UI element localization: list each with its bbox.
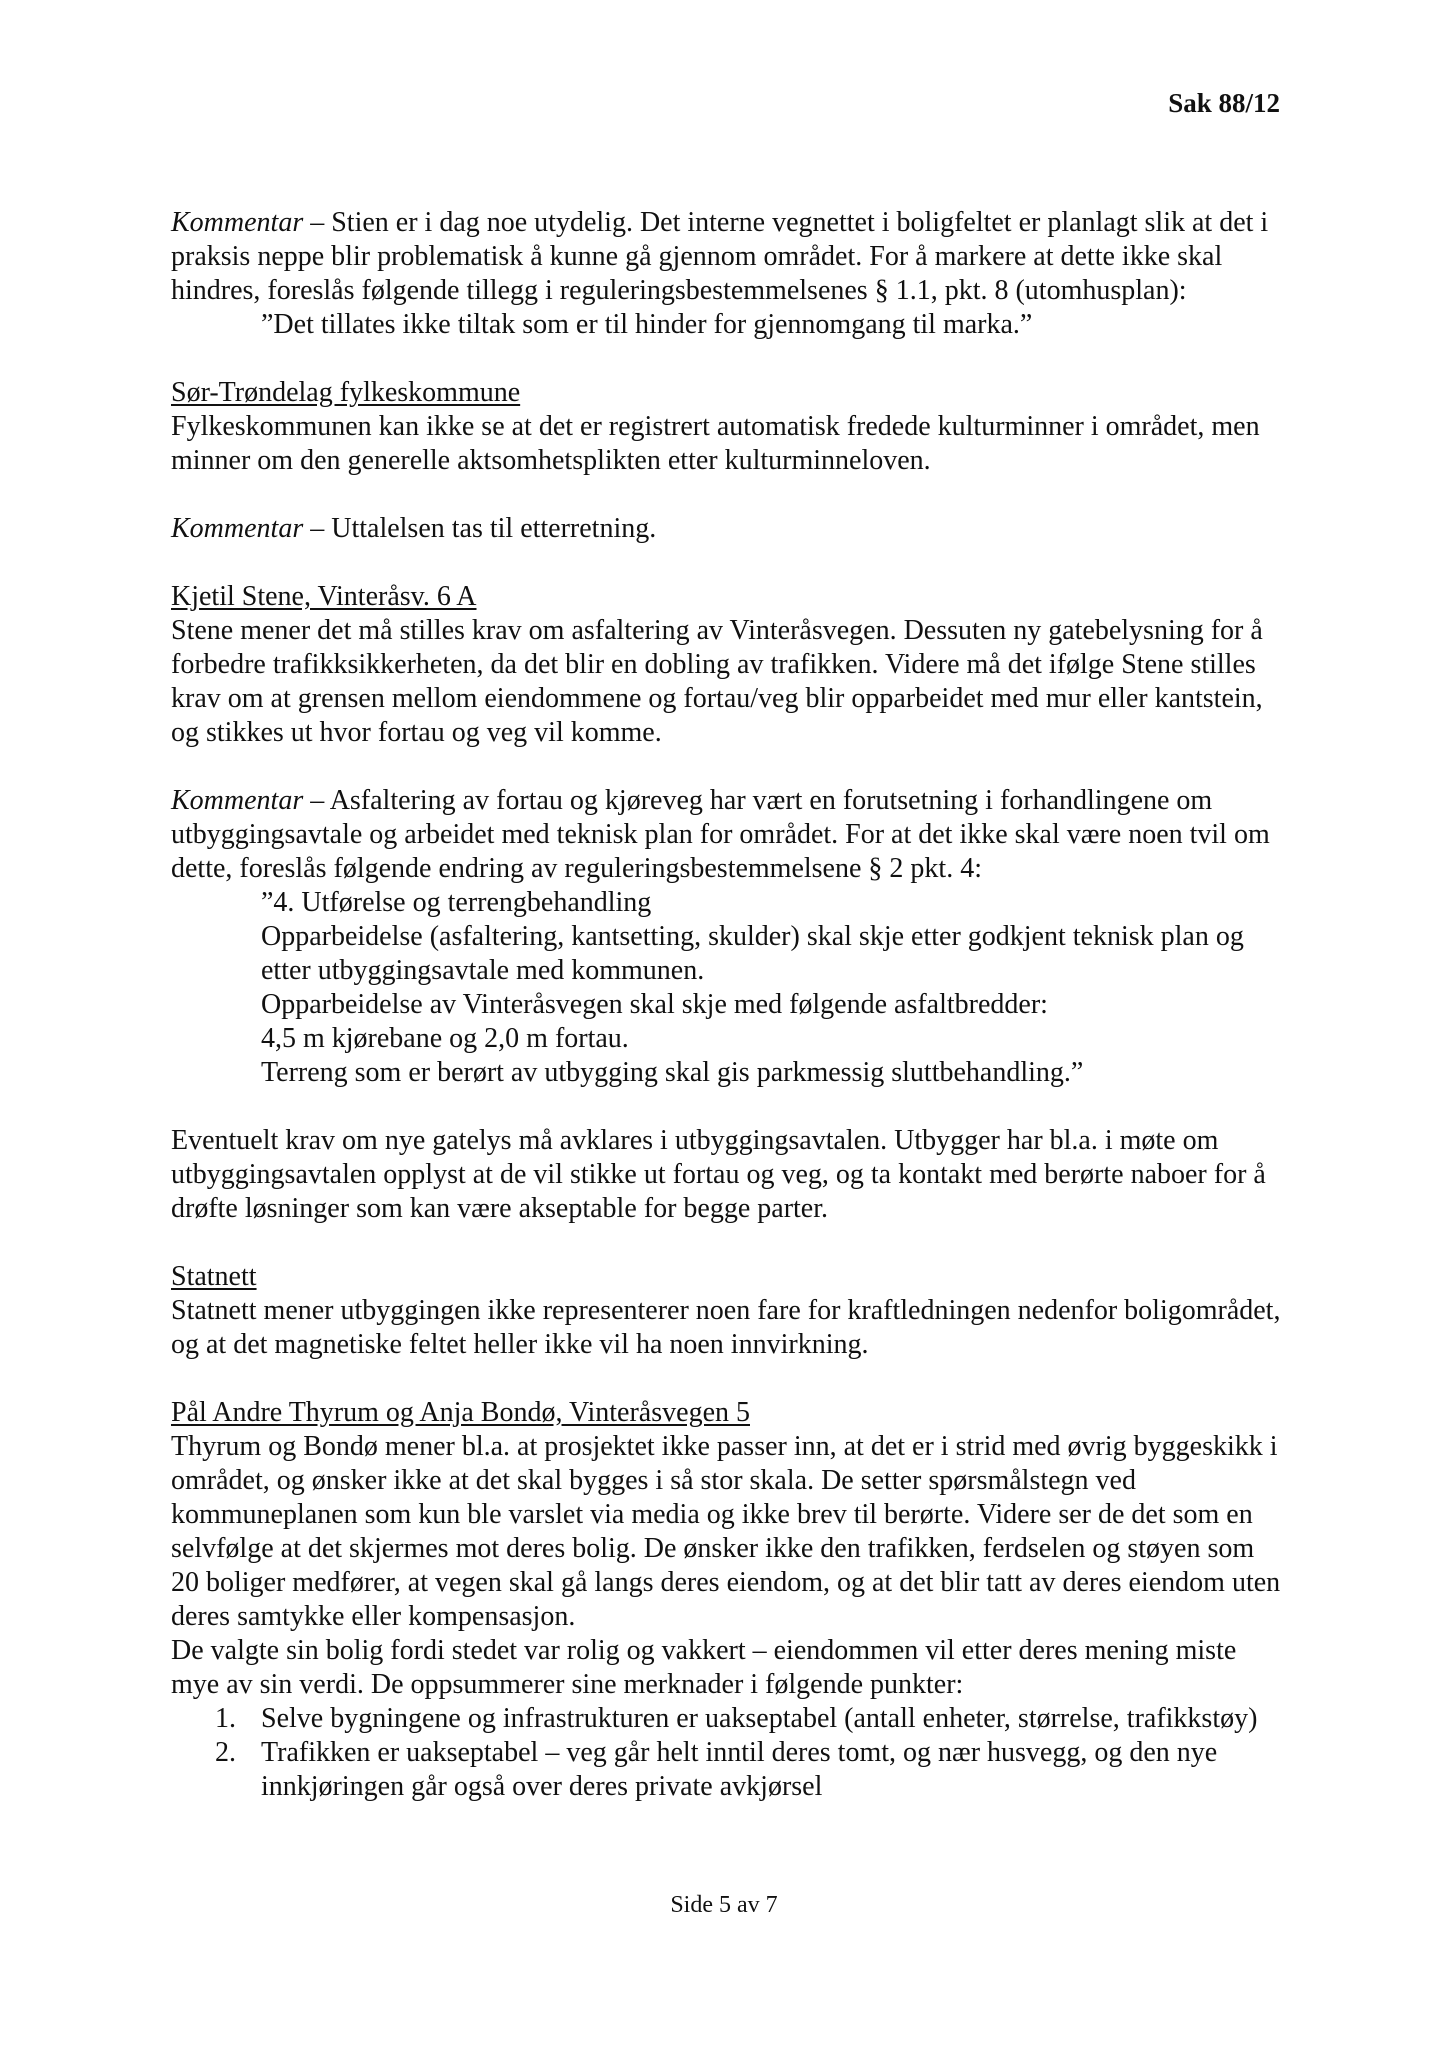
list-text: Trafikken er uakseptabel – veg går helt inntil deres tomt, og nær husvegg, og den nye innkjøringen går også over deres private avkjørsel (261, 1737, 1218, 1802)
paragraph: Statnett mener utbyggingen ikke representerer noen fare for kraftledningen nedenfor boligområdet, og at det magnetiske feltet heller ikke vil ha noen innvirkning. (171, 1295, 1281, 1360)
comment-text: – Asfaltering av fortau og kjøreveg har vært en forutsetning i forhandlingene om utbyggingsavtale og arbeidet med teknisk plan for området. For at det ikke skal være noen tvil om dette, foreslås følgende endring av reguleringsbestemmelsene § 2 pkt. 4: (171, 785, 1270, 884)
case-reference: Sak 88/12 (1168, 88, 1280, 118)
paragraph (171, 512, 1281, 546)
paragraph: De valgte sin bolig fordi stedet var rolig og vakkert – eiendommen vil etter deres mening miste mye av sin verdi. De oppsummerer sine merknader i følgende punkter: (171, 1635, 1237, 1700)
section-heading: Kjetil Stene, Vinteråsv. 6 A (171, 581, 477, 612)
comment-text: – Uttalelsen tas til etterretning. (303, 513, 657, 544)
comment-label: Kommentar (171, 207, 304, 238)
list-number: 2. (215, 1737, 236, 1768)
paragraph: Thyrum og Bondø mener bl.a. at prosjektet ikke passer inn, at det er i strid med øvrig byggeskikk i området, og ønsker ikke at det skal bygges i så stor skala. De setter spørsmålstegn ved kommuneplanen som kun ble varslet via media og ikke brev til berørte. Videre ser de det som en selvfølge at det skjermes mot deres bolig. De ønsker ikke den trafikken, ferdselen og støyen som 20 boliger medfører, at vegen skal gå langs deres eiendom, og at det blir tatt av deres eiendom uten deres samtykke eller kompensasjon. (171, 1431, 1281, 1632)
regulation-quote-line: 4,5 m kjørebane og 2,0 m fortau. (261, 1023, 629, 1054)
list-text: Selve bygningene og infrastrukturen er uakseptabel (antall enheter, størrelse, trafikkstøy) (261, 1703, 1258, 1734)
regulation-quote-line: Opparbeidelse av Vinteråsvegen skal skje med følgende asfaltbredder: (261, 989, 1048, 1020)
section-heading: Statnett (171, 1261, 257, 1292)
section-stene (171, 580, 1281, 750)
regulation-quote-line: Terreng som er berørt av utbygging skal gis parkmessig sluttbehandling.” (261, 1057, 1084, 1088)
comment-fylkeskommune (171, 512, 1281, 546)
list-item (171, 1702, 1281, 1736)
comment-label: Kommentar (171, 785, 304, 816)
regulation-quote-line: Opparbeidelse (asfaltering, kantsetting, skulder) skal skje etter godkjent teknisk plan og etter utbyggingsavtale med kommunen. (261, 921, 1244, 986)
section-fylkeskommune (171, 376, 1281, 478)
list-item (171, 1736, 1281, 1804)
comment-path (171, 206, 1281, 342)
paragraph: Eventuelt krav om nye gatelys må avklares i utbyggingsavtalen. Utbygger har bl.a. i møte om utbyggingsavtalen opplyst at de vil stikke ut fortau og veg, og ta kontakt med berørte naboer for å drøfte løsninger som kan være akseptable for begge parter. (171, 1125, 1266, 1224)
section-heading: Pål Andre Thyrum og Anja Bondø, Vinteråsvegen 5 (171, 1397, 750, 1428)
comment-stene (171, 784, 1281, 1090)
comment-text: – Stien er i dag noe utydelig. Det interne vegnettet i boligfeltet er planlagt slik at det i praksis neppe blir problematisk å kunne gå gjennom området. For å markere at dette ikke skal hindres, foreslås følgende tillegg i reguleringsbestemmelsenes § 1.1, pkt. 8 (utomhusplan): (171, 207, 1269, 306)
objection-list (171, 1702, 1281, 1804)
list-number: 1. (215, 1703, 236, 1734)
paragraph: Fylkeskommunen kan ikke se at det er registrert automatisk fredede kulturminner i området, men minner om den generelle aktsomhetsplikten etter kulturminneloven. (171, 411, 1260, 476)
document-body (171, 206, 1281, 1838)
page-number: Side 5 av 7 (670, 1892, 778, 1918)
proposed-addition-quote: ”Det tillates ikke tiltak som er til hinder for gjennomgang til marka.” (261, 309, 1033, 340)
paragraph (171, 206, 1281, 308)
paragraph (171, 784, 1281, 886)
comment-label: Kommentar (171, 513, 304, 544)
paragraph: Stene mener det må stilles krav om asfaltering av Vinteråsvegen. Dessuten ny gatebelysning for å forbedre trafikksikkerheten, da det blir en dobling av trafikken. Videre må det ifølge Stene stilles krav om at grensen mellom eiendommene og fortau/veg blir opparbeidet med mur eller kantstein, og stikkes ut hvor fortau og veg vil komme. (171, 615, 1263, 748)
section-heading: Sør-Trøndelag fylkeskommune (171, 377, 521, 408)
streetlight-paragraph (171, 1124, 1281, 1226)
section-thyrum-bondo (171, 1396, 1281, 1804)
section-statnett (171, 1260, 1281, 1362)
regulation-quote-line: ”4. Utførelse og terrengbehandling (261, 887, 652, 918)
